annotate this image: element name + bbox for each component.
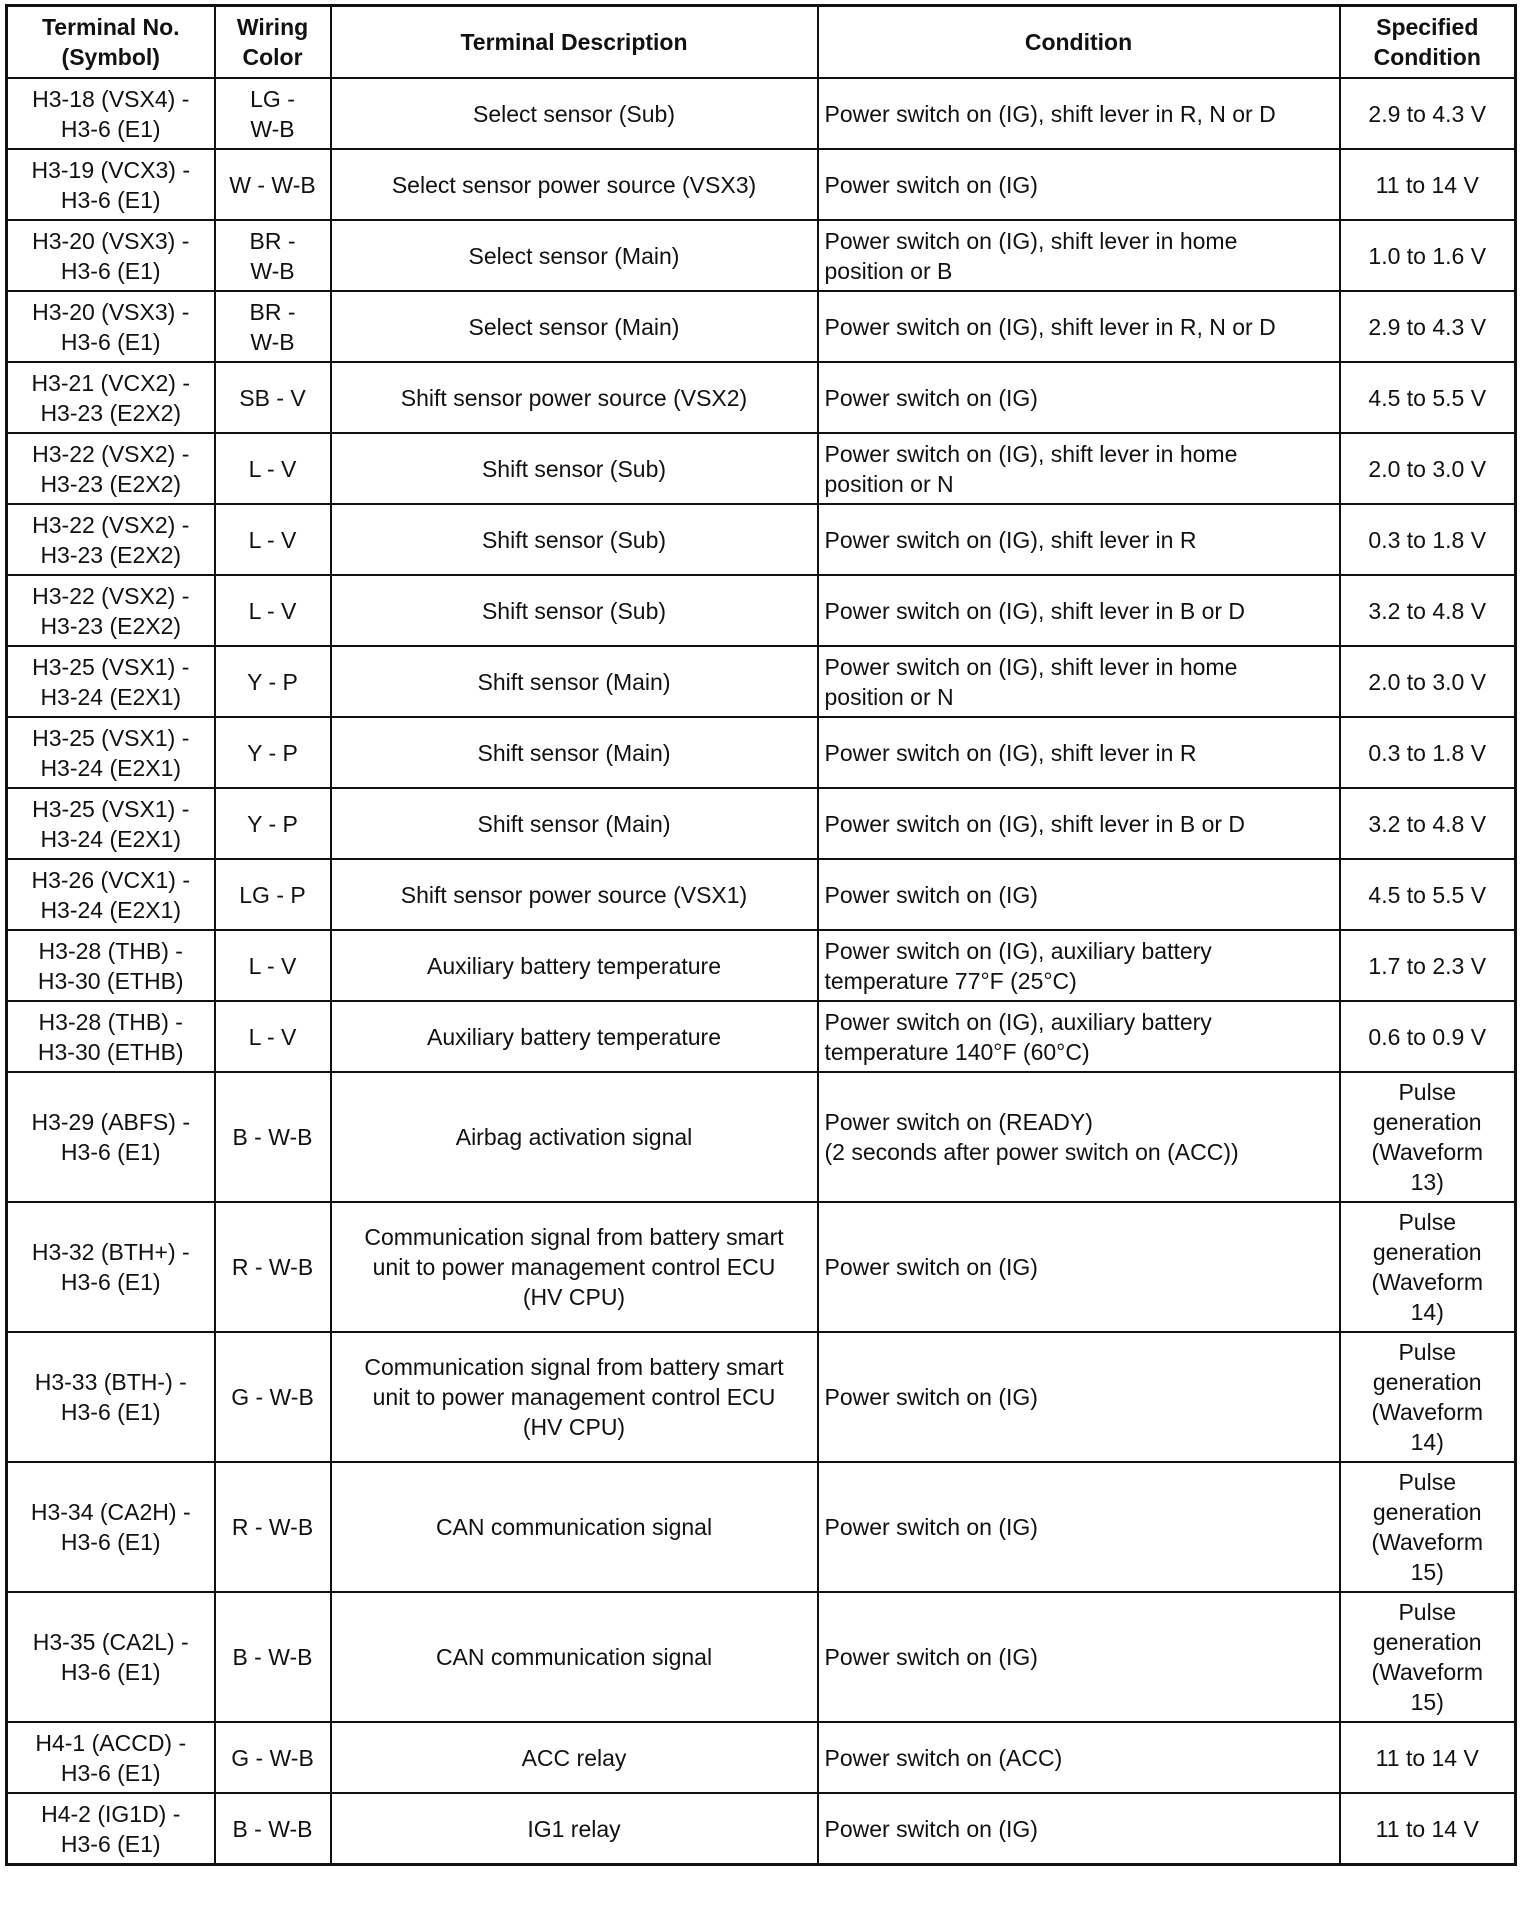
cell-condition: Power switch on (READY) (2 seconds after power switch on (ACC)) [818,1072,1340,1202]
table-row [7,362,1516,433]
cell-description: Select sensor (Sub) [331,78,818,149]
cell-condition: Power switch on (IG) [818,1592,1340,1722]
cell-terminal: H4-1 (ACCD) - H3-6 (E1) [7,1722,215,1793]
cell-wiring-color: W - W-B [215,149,331,220]
cell-specified: 1.7 to 2.3 V [1340,930,1516,1001]
cell-specified: 2.0 to 3.0 V [1340,433,1516,504]
cell-wiring-color: G - W-B [215,1722,331,1793]
cell-specified: 3.2 to 4.8 V [1340,788,1516,859]
cell-description: Auxiliary battery temperature [331,1001,818,1072]
cell-specified: Pulse generation (Waveform 15) [1340,1592,1516,1722]
terminal-table [5,4,1517,1866]
cell-description: Shift sensor (Main) [331,788,818,859]
table-row [7,1001,1516,1072]
cell-condition: Power switch on (IG) [818,149,1340,220]
cell-description: Shift sensor (Sub) [331,433,818,504]
cell-condition: Power switch on (ACC) [818,1722,1340,1793]
cell-condition: Power switch on (IG) [818,1462,1340,1592]
cell-specified: 11 to 14 V [1340,149,1516,220]
table-row [7,575,1516,646]
cell-specified: 2.9 to 4.3 V [1340,78,1516,149]
cell-description: CAN communication signal [331,1592,818,1722]
cell-specified: 3.2 to 4.8 V [1340,575,1516,646]
table-row [7,220,1516,291]
cell-wiring-color: R - W-B [215,1202,331,1332]
cell-condition: Power switch on (IG), auxiliary battery temperature 77°F (25°C) [818,930,1340,1001]
cell-description: Shift sensor power source (VSX2) [331,362,818,433]
cell-wiring-color: B - W-B [215,1793,331,1865]
cell-terminal: H3-19 (VCX3) - H3-6 (E1) [7,149,215,220]
cell-terminal: H3-18 (VSX4) - H3-6 (E1) [7,78,215,149]
cell-specified: 2.9 to 4.3 V [1340,291,1516,362]
cell-condition: Power switch on (IG) [818,1793,1340,1865]
cell-wiring-color: R - W-B [215,1462,331,1592]
cell-terminal: H4-2 (IG1D) - H3-6 (E1) [7,1793,215,1865]
table-row [7,1722,1516,1793]
cell-description: Select sensor power source (VSX3) [331,149,818,220]
cell-terminal: H3-29 (ABFS) - H3-6 (E1) [7,1072,215,1202]
header-terminal: Terminal No. (Symbol) [7,6,215,79]
cell-wiring-color: Y - P [215,646,331,717]
cell-terminal: H3-21 (VCX2) - H3-23 (E2X2) [7,362,215,433]
cell-terminal: H3-26 (VCX1) - H3-24 (E2X1) [7,859,215,930]
cell-specified: 4.5 to 5.5 V [1340,362,1516,433]
header-row [7,6,1516,79]
cell-wiring-color: Y - P [215,788,331,859]
table-row [7,930,1516,1001]
cell-wiring-color: BR - W-B [215,291,331,362]
cell-condition: Power switch on (IG), shift lever in home position or N [818,646,1340,717]
cell-terminal: H3-22 (VSX2) - H3-23 (E2X2) [7,504,215,575]
cell-terminal: H3-20 (VSX3) - H3-6 (E1) [7,220,215,291]
cell-specified: 11 to 14 V [1340,1722,1516,1793]
cell-description: Shift sensor (Main) [331,646,818,717]
table-row [7,1462,1516,1592]
table-row [7,504,1516,575]
cell-specified: 1.0 to 1.6 V [1340,220,1516,291]
header-description: Terminal Description [331,6,818,79]
cell-description: ACC relay [331,1722,818,1793]
cell-description: Shift sensor (Main) [331,717,818,788]
cell-terminal: H3-25 (VSX1) - H3-24 (E2X1) [7,646,215,717]
table-row [7,149,1516,220]
cell-wiring-color: LG - W-B [215,78,331,149]
table-row [7,1072,1516,1202]
cell-condition: Power switch on (IG) [818,1202,1340,1332]
cell-terminal: H3-25 (VSX1) - H3-24 (E2X1) [7,788,215,859]
cell-condition: Power switch on (IG), shift lever in home position or N [818,433,1340,504]
table-row [7,291,1516,362]
cell-condition: Power switch on (IG) [818,859,1340,930]
table-row [7,1332,1516,1462]
cell-specified: Pulse generation (Waveform 15) [1340,1462,1516,1592]
cell-condition: Power switch on (IG), shift lever in R [818,717,1340,788]
cell-description: Select sensor (Main) [331,220,818,291]
cell-terminal: H3-22 (VSX2) - H3-23 (E2X2) [7,433,215,504]
cell-wiring-color: SB - V [215,362,331,433]
header-wiring-color: Wiring Color [215,6,331,79]
cell-condition: Power switch on (IG), shift lever in R [818,504,1340,575]
cell-terminal: H3-22 (VSX2) - H3-23 (E2X2) [7,575,215,646]
cell-condition: Power switch on (IG), shift lever in home position or B [818,220,1340,291]
cell-description: Communication signal from battery smart unit to power management control ECU (HV CPU) [331,1202,818,1332]
cell-condition: Power switch on (IG), shift lever in B or D [818,788,1340,859]
cell-description: Airbag activation signal [331,1072,818,1202]
cell-description: Shift sensor (Sub) [331,575,818,646]
cell-wiring-color: BR - W-B [215,220,331,291]
cell-wiring-color: L - V [215,433,331,504]
cell-condition: Power switch on (IG), shift lever in R, N or D [818,291,1340,362]
table-row [7,646,1516,717]
cell-wiring-color: B - W-B [215,1072,331,1202]
cell-specified: 0.3 to 1.8 V [1340,504,1516,575]
cell-terminal: H3-34 (CA2H) - H3-6 (E1) [7,1462,215,1592]
cell-terminal: H3-28 (THB) - H3-30 (ETHB) [7,1001,215,1072]
table-row [7,788,1516,859]
table-row [7,1592,1516,1722]
cell-specified: 0.6 to 0.9 V [1340,1001,1516,1072]
cell-description: CAN communication signal [331,1462,818,1592]
cell-description: Auxiliary battery temperature [331,930,818,1001]
cell-terminal: H3-33 (BTH-) - H3-6 (E1) [7,1332,215,1462]
cell-specified: 11 to 14 V [1340,1793,1516,1865]
cell-description: Select sensor (Main) [331,291,818,362]
cell-wiring-color: G - W-B [215,1332,331,1462]
cell-specified: 4.5 to 5.5 V [1340,859,1516,930]
cell-specified: Pulse generation (Waveform 14) [1340,1332,1516,1462]
cell-description: Shift sensor power source (VSX1) [331,859,818,930]
cell-wiring-color: Y - P [215,717,331,788]
cell-terminal: H3-28 (THB) - H3-30 (ETHB) [7,930,215,1001]
cell-terminal: H3-32 (BTH+) - H3-6 (E1) [7,1202,215,1332]
table-row [7,859,1516,930]
cell-specified: 0.3 to 1.8 V [1340,717,1516,788]
cell-wiring-color: LG - P [215,859,331,930]
cell-wiring-color: L - V [215,504,331,575]
cell-terminal: H3-20 (VSX3) - H3-6 (E1) [7,291,215,362]
cell-specified: Pulse generation (Waveform 13) [1340,1072,1516,1202]
cell-specified: 2.0 to 3.0 V [1340,646,1516,717]
table-body [7,78,1516,1865]
cell-wiring-color: B - W-B [215,1592,331,1722]
table-row [7,1202,1516,1332]
cell-condition: Power switch on (IG), auxiliary battery temperature 140°F (60°C) [818,1001,1340,1072]
cell-specified: Pulse generation (Waveform 14) [1340,1202,1516,1332]
cell-description: IG1 relay [331,1793,818,1865]
table-row [7,78,1516,149]
cell-description: Communication signal from battery smart unit to power management control ECU (HV CPU) [331,1332,818,1462]
cell-condition: Power switch on (IG), shift lever in B or D [818,575,1340,646]
cell-terminal: H3-25 (VSX1) - H3-24 (E2X1) [7,717,215,788]
header-condition: Condition [818,6,1340,79]
table-row [7,1793,1516,1865]
cell-wiring-color: L - V [215,1001,331,1072]
table-row [7,717,1516,788]
cell-condition: Power switch on (IG) [818,362,1340,433]
cell-wiring-color: L - V [215,930,331,1001]
cell-description: Shift sensor (Sub) [331,504,818,575]
table-row [7,433,1516,504]
header-specified: Specified Condition [1340,6,1516,79]
cell-wiring-color: L - V [215,575,331,646]
cell-condition: Power switch on (IG), shift lever in R, N or D [818,78,1340,149]
cell-terminal: H3-35 (CA2L) - H3-6 (E1) [7,1592,215,1722]
cell-condition: Power switch on (IG) [818,1332,1340,1462]
